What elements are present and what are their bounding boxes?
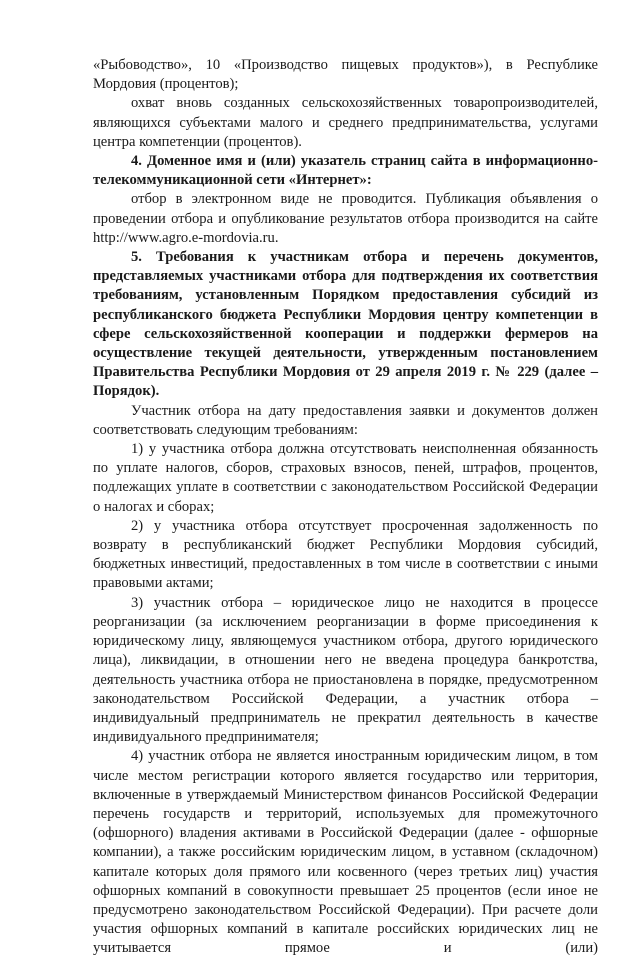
requirement-item-1: 1) у участника отбора должна отсутствовать неисполненная обязанность по уплате налогов, сборов, страховых взносов, пеней, штрафов, процентов, подлежащих уплате в соответствии с законодательством Российской Федерации о налогах и сборах; [93, 441, 598, 515]
paragraph-fragment-fish-farming: «Рыбоводство», 10 «Производство пищевых продуктов»), в Республике Мордовия (процентов); [93, 57, 598, 93]
requirement-item-4: 4) участник отбора не является иностранным юридическим лицом, в том числе местом регистрации которого является государство или территория, включенные в утверждаемый Министерством финансов Российской Федерации перечень государств и территорий, используемых для промежуточного (офшорного) владения активами в Российской Федерации (далее - офшорные компании), а также российским юридическим лицом, в уставном (складочном) капитале которых доля прямого или косвенного (через третьих лиц) участия офшорных компаний в совокупности превышает 25 процентов (если иное не предусмотрено законодательством Российской Федерации). При расчете доли участия офшорных компаний в капитале российских юридических лиц не учитывается прямое и (или) [93, 748, 598, 957]
section-heading-requirements: 5. Требования к участникам отбора и перечень документов, представляемых участниками отбора для подтверждения их соответствия требованиям, установленным Порядком предоставления субсидий из республиканского бюджета Республики Мордовия центру компетенции в сфере сельскохозяйственной кооперации и поддержки фермеров на осуществление текущей деятельности, утвержденным постановлением Правительства Республики Мордовия от 29 апреля 2019 г. № 229 (далее – Порядок). [93, 249, 598, 400]
document-body [93, 56, 598, 959]
requirement-item-3: 3) участник отбора – юридическое лицо не находится в процессе реорганизации (за исключением реорганизации в форме присоединения к юридическому лицу, являющемуся участником отбора, другого юридического лица), ликвидации, в отношении него не введена процедура банкротства, деятельность участника отбора не приостановлена в порядке, предусмотренном законодательством Российской Федерации, а участник отбора – индивидуальный предприниматель не прекратил деятельность в качестве индивидуального предпринимателя; [93, 594, 598, 746]
section-heading-domain-name: 4. Доменное имя и (или) указатель страниц сайта в информационно-телекоммуникационной сети «Интернет»: [93, 153, 598, 189]
requirement-item-2: 2) у участника отбора отсутствует просроченная задолженность по возврату в республиканский бюджет Республики Мордовия субсидий, бюджетных инвестиций, предоставленных в том числе в соответствии с иными правовыми актами; [93, 517, 598, 592]
paragraph-website-info: отбор в электронном виде не проводится. Публикация объявления о проведении отбора и опубликование результатов отбора производится на сайте http://www.agro.e-mordovia.ru. [93, 191, 598, 246]
paragraph-coverage-indicator: охват вновь созданных сельскохозяйственных товаропроизводителей, являющихся субъектами малого и среднего предпринимательства, услугами центра компетенции (процентов). [93, 95, 598, 150]
paragraph-requirements-intro: Участник отбора на дату предоставления заявки и документов должен соответствовать следующим требованиям: [93, 402, 598, 438]
